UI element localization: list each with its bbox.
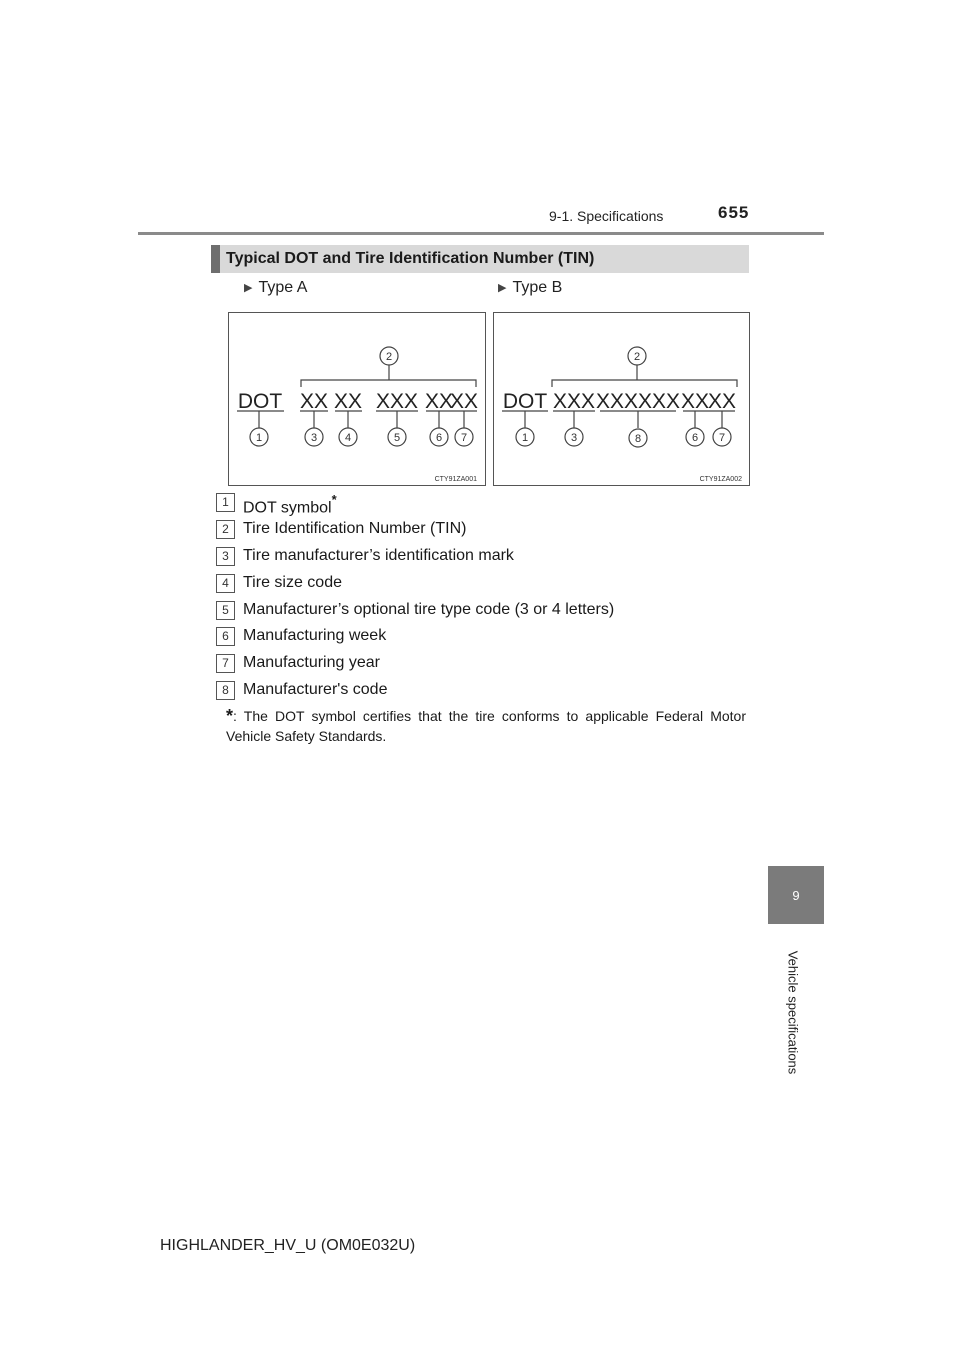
header-section-title: 9-1. Specifications	[549, 208, 664, 224]
segment-dot: DOT	[502, 390, 548, 413]
type-a-label: ▶ Type A	[244, 279, 308, 296]
marker-2: 2	[385, 351, 393, 363]
chapter-number: 9	[792, 887, 800, 903]
item-text: Tire size code	[243, 574, 342, 591]
segment-type: XXX	[375, 390, 419, 413]
item-number-badge: 5	[216, 601, 235, 620]
segment-manufacturer: XX	[299, 390, 329, 413]
segment-size: XX	[333, 390, 363, 413]
type-b-diagram-svg	[494, 313, 749, 485]
chapter-label: Vehicle specifications	[785, 950, 801, 1075]
page-number: 655	[718, 203, 750, 222]
marker-8: 8	[634, 433, 642, 445]
asterisk-marker: *	[331, 492, 337, 507]
marker-1: 1	[255, 432, 263, 444]
type-b-diagram	[493, 312, 750, 486]
triangle-bullet-icon: ▶	[244, 282, 253, 294]
marker-6: 6	[691, 432, 699, 444]
section-heading: Typical DOT and Tire Identification Number (TIN)	[211, 245, 749, 273]
manual-code-footer: HIGHLANDER_HV_U (OM0E032U)	[160, 1237, 416, 1254]
item-number-badge: 4	[216, 574, 235, 593]
marker-3: 3	[570, 432, 578, 444]
marker-6: 6	[435, 432, 443, 444]
marker-4: 4	[344, 432, 352, 444]
segment-year: XX	[707, 390, 737, 413]
segment-year: XX	[449, 390, 479, 413]
item-text: Manufacturer's code	[243, 681, 388, 698]
illustration-code: CTY91ZA002	[699, 476, 742, 483]
item-text: DOT symbol	[243, 499, 332, 517]
footnote-asterisk: *	[226, 706, 234, 726]
item-number-badge: 2	[216, 520, 235, 539]
type-b-label: ▶ Type B	[498, 279, 563, 296]
marker-2: 2	[633, 351, 641, 363]
triangle-bullet-icon: ▶	[498, 282, 507, 294]
marker-7: 7	[718, 432, 726, 444]
item-number-badge: 6	[216, 627, 235, 646]
segment-manufacturer-code: XXXXXX	[595, 390, 681, 413]
footnote	[226, 705, 746, 746]
item-number-badge: 7	[216, 654, 235, 673]
illustration-code: CTY91ZA001	[434, 476, 477, 483]
item-text: Manufacturing year	[243, 654, 380, 671]
header-rule	[138, 232, 824, 235]
item-text: Tire Identification Number (TIN)	[243, 520, 467, 537]
marker-7: 7	[460, 432, 468, 444]
segment-dot: DOT	[237, 390, 283, 413]
marker-3: 3	[310, 432, 318, 444]
segment-week: XX	[680, 390, 710, 413]
item-number-badge: 1	[216, 493, 235, 512]
marker-1: 1	[521, 432, 529, 444]
item-text: Tire manufacturer’s identification mark	[243, 547, 514, 564]
item-number-badge: 8	[216, 681, 235, 700]
item-text: Manufacturer’s optional tire type code (3 or 4 letters)	[243, 601, 615, 618]
type-a-diagram	[228, 312, 486, 486]
footnote-text: : The DOT symbol certifies that the tire conforms to applicable Federal Motor Vehicle Safety Standards.	[226, 708, 746, 744]
item-text: Manufacturing week	[243, 627, 387, 644]
item-number-badge: 3	[216, 547, 235, 566]
segment-manufacturer: XXX	[552, 390, 596, 413]
marker-5: 5	[393, 432, 401, 444]
type-a-diagram-svg	[229, 313, 485, 485]
segment-week: XX	[424, 390, 454, 413]
